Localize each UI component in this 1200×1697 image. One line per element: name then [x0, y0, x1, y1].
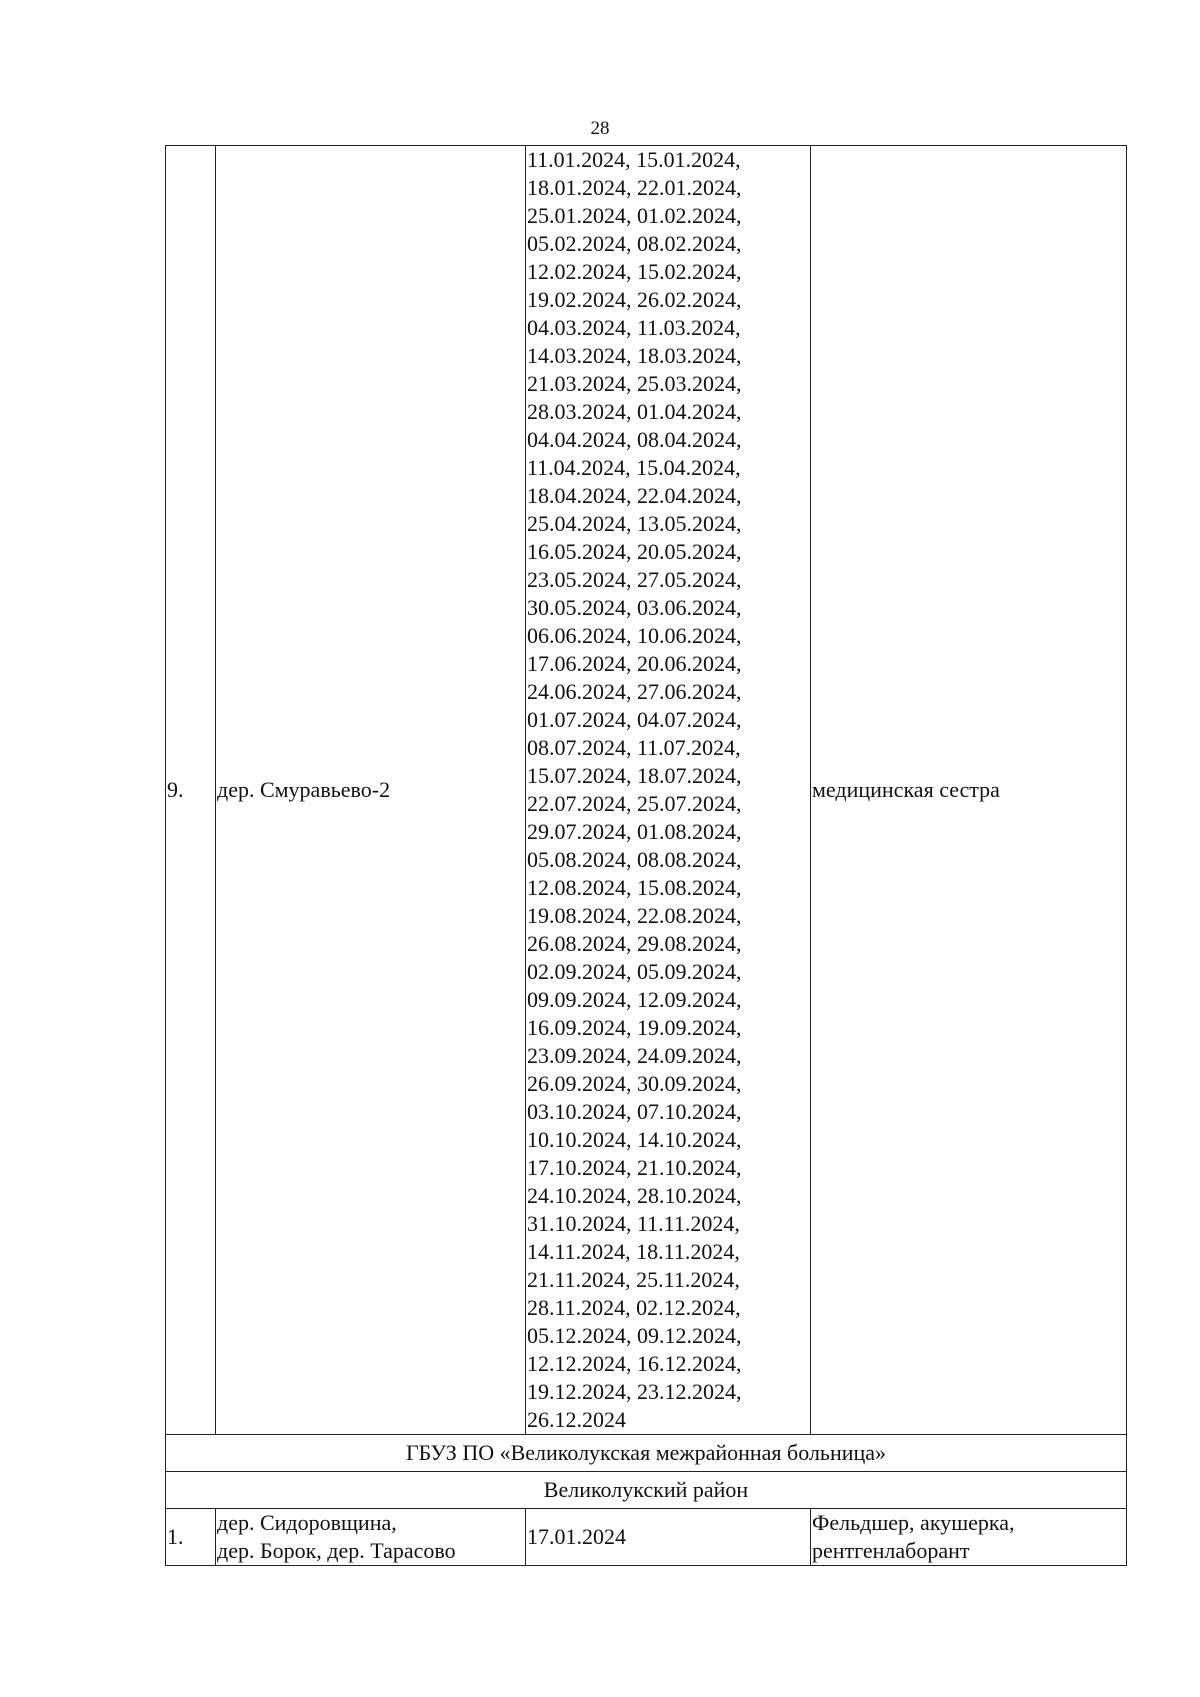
- table-row-1: [166, 1509, 1127, 1566]
- date-line: 24.10.2024, 28.10.2024,: [527, 1183, 742, 1208]
- date-line: 18.01.2024, 22.01.2024,: [527, 175, 742, 200]
- date-line: 19.12.2024, 23.12.2024,: [527, 1379, 742, 1404]
- date-line: 09.09.2024, 12.09.2024,: [527, 987, 742, 1012]
- date-line: 05.02.2024, 08.02.2024,: [527, 231, 742, 256]
- date-line: 23.09.2024, 24.09.2024,: [527, 1043, 742, 1068]
- date-line: 17.10.2024, 21.10.2024,: [527, 1155, 742, 1180]
- date-line: 04.03.2024, 11.03.2024,: [527, 315, 741, 340]
- date-line: 16.09.2024, 19.09.2024,: [527, 1015, 742, 1040]
- page-number: 28: [590, 118, 610, 139]
- date-line: 12.08.2024, 15.08.2024,: [527, 875, 742, 900]
- date-line: 12.12.2024, 16.12.2024,: [527, 1351, 742, 1376]
- date-line: 04.04.2024, 08.04.2024,: [527, 427, 742, 452]
- staff-line: Фельдшер, акушерка,: [812, 1510, 1015, 1535]
- visit-dates: [526, 146, 811, 1435]
- district-header-row: [166, 1472, 1127, 1509]
- date-line: 23.05.2024, 27.05.2024,: [527, 567, 742, 592]
- staff-line: рентгенлаборант: [812, 1538, 970, 1563]
- table-row-9: [166, 146, 1127, 1435]
- date-line: 25.01.2024, 01.02.2024,: [527, 203, 742, 228]
- settlement-name: дер. Смуравьево-2: [216, 146, 526, 1435]
- date-line: 17.06.2024, 20.06.2024,: [527, 651, 742, 676]
- date-line: 01.07.2024, 04.07.2024,: [527, 707, 742, 732]
- date-line: 26.08.2024, 29.08.2024,: [527, 931, 742, 956]
- settlement-name: [216, 1509, 526, 1566]
- date-line: 30.05.2024, 03.06.2024,: [527, 595, 742, 620]
- date-line: 05.12.2024, 09.12.2024,: [527, 1323, 742, 1348]
- date-line: 16.05.2024, 20.05.2024,: [527, 539, 742, 564]
- date-line: 14.11.2024, 18.11.2024,: [527, 1239, 740, 1264]
- date-line: 11.01.2024, 15.01.2024,: [527, 147, 741, 172]
- staff-type: [811, 1509, 1127, 1566]
- date-line: 19.08.2024, 22.08.2024,: [527, 903, 742, 928]
- schedule-table: [165, 145, 1127, 1566]
- date-line: 29.07.2024, 01.08.2024,: [527, 819, 742, 844]
- date-line: 12.02.2024, 15.02.2024,: [527, 259, 742, 284]
- district-header: Великолукский район: [166, 1472, 1127, 1509]
- date-line: 28.03.2024, 01.04.2024,: [527, 399, 742, 424]
- row-number: 9.: [166, 146, 216, 1435]
- settlement-line: дер. Борок, дер. Тарасово: [217, 1538, 456, 1563]
- date-line: 05.08.2024, 08.08.2024,: [527, 847, 742, 872]
- date-line: 08.07.2024, 11.07.2024,: [527, 735, 741, 760]
- visit-date: 17.01.2024: [526, 1509, 811, 1566]
- hospital-header: ГБУЗ ПО «Великолукская межрайонная больница»: [166, 1435, 1127, 1472]
- date-line: 31.10.2024, 11.11.2024,: [527, 1211, 740, 1236]
- date-line: 06.06.2024, 10.06.2024,: [527, 623, 742, 648]
- date-line: 28.11.2024, 02.12.2024,: [527, 1295, 741, 1320]
- date-line: 24.06.2024, 27.06.2024,: [527, 679, 742, 704]
- date-line: 21.03.2024, 25.03.2024,: [527, 371, 742, 396]
- date-line: 15.07.2024, 18.07.2024,: [527, 763, 742, 788]
- staff-type: медицинская сестра: [811, 146, 1127, 1435]
- row-number: 1.: [166, 1509, 216, 1566]
- settlement-line: дер. Сидоровщина,: [217, 1510, 397, 1535]
- date-line: 19.02.2024, 26.02.2024,: [527, 287, 742, 312]
- date-line: 18.04.2024, 22.04.2024,: [527, 483, 742, 508]
- date-line: 11.04.2024, 15.04.2024,: [527, 455, 741, 480]
- date-line: 26.12.2024: [527, 1407, 626, 1432]
- date-line: 22.07.2024, 25.07.2024,: [527, 791, 742, 816]
- date-line: 03.10.2024, 07.10.2024,: [527, 1099, 742, 1124]
- date-line: 21.11.2024, 25.11.2024,: [527, 1267, 740, 1292]
- hospital-header-row: [166, 1435, 1127, 1472]
- date-line: 14.03.2024, 18.03.2024,: [527, 343, 742, 368]
- date-line: 02.09.2024, 05.09.2024,: [527, 959, 742, 984]
- date-line: 25.04.2024, 13.05.2024,: [527, 511, 742, 536]
- date-line: 10.10.2024, 14.10.2024,: [527, 1127, 742, 1152]
- date-line: 26.09.2024, 30.09.2024,: [527, 1071, 742, 1096]
